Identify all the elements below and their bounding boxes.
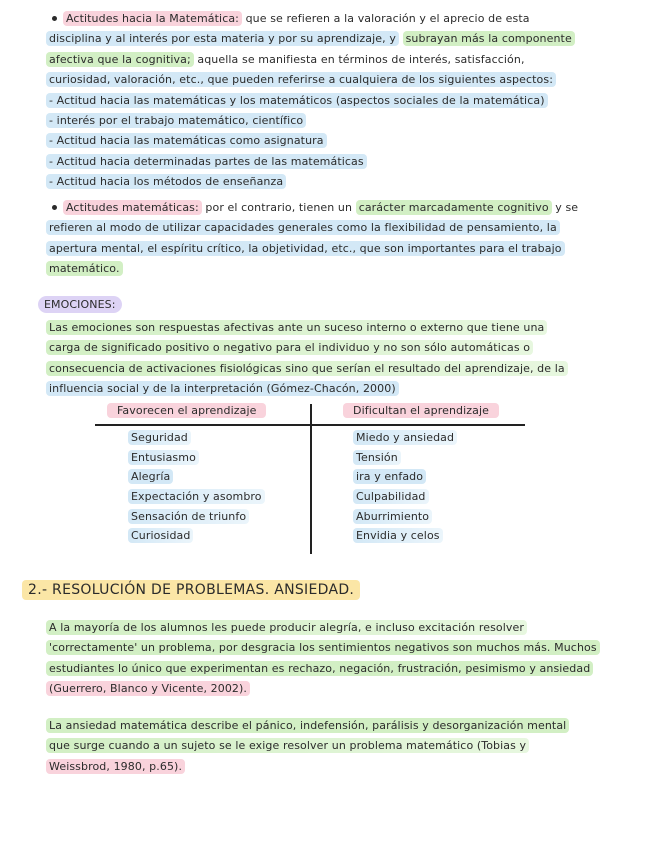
table-cell [353, 467, 457, 487]
key-phrase-highlight: carácter marcadamente cognitivo [356, 200, 552, 215]
table-cell [128, 487, 265, 507]
emociones-paragraph [46, 318, 622, 400]
paragraph-line [46, 379, 622, 399]
cell-text: Sensación de triunfo [128, 509, 249, 524]
heading-text: EMOCIONES: [38, 296, 122, 313]
attitudes-math-paragraph [46, 9, 622, 193]
header-text: Dificultan el aprendizaje [343, 403, 499, 418]
text-highlight: refieren al modo de utilizar capacidades generales como la flexibilidad de pensamiento, la [46, 220, 560, 235]
paragraph-line [46, 9, 622, 29]
dash-item [46, 131, 622, 151]
paragraph-line [46, 259, 622, 279]
paragraph-line [46, 29, 622, 49]
text-highlight: Las emociones son respuestas afectivas ante un suceso interno o externo que tiene una [46, 320, 547, 335]
table-cell [353, 487, 457, 507]
paragraph-line [46, 736, 622, 756]
cell-text: Curiosidad [128, 528, 193, 543]
text-highlight: 'correctamente' un problema, por desgracia los sentimientos negativos son muchos más. Muchos [46, 640, 600, 655]
cell-text: Tensión [353, 450, 401, 465]
table-cell [128, 448, 265, 468]
paragraph-line [46, 716, 622, 736]
text-highlight: apertura mental, el espíritu crítico, la objetividad, etc., que son importantes para el trabajo [46, 241, 565, 256]
text-highlight: disciplina y al interés por esta materia y por su aprendizaje, y [46, 31, 399, 46]
paragraph-line [46, 70, 622, 90]
table-cell [353, 428, 457, 448]
cell-text: ira y enfado [353, 469, 426, 484]
dash-item-text: - Actitud hacia las matemáticas como asignatura [46, 133, 327, 148]
dash-item-text: - Actitud hacia determinadas partes de las matemáticas [46, 154, 367, 169]
cell-text: Culpabilidad [353, 489, 429, 504]
favor-column [128, 428, 265, 546]
cell-text: Envidia y celos [353, 528, 443, 543]
dash-item [46, 91, 622, 111]
dash-item [46, 172, 622, 192]
text-highlight: carga de significado positivo o negativo para el individuo y no son sólo automáticas o [46, 340, 533, 355]
cell-text: Expectación y asombro [128, 489, 265, 504]
text-fragment: por el contrario, tienen un [201, 201, 353, 214]
bullet-icon [52, 16, 57, 21]
cell-text: Seguridad [128, 430, 191, 445]
text-highlight: matemático. [46, 261, 123, 276]
dash-item-text: - Actitud hacia las matemáticas y los matemáticos (aspectos sociales de la matemática) [46, 93, 548, 108]
cell-text: Aburrimiento [353, 509, 432, 524]
table-cell [128, 428, 265, 448]
term-highlight: Actitudes hacia la Matemática: [63, 11, 242, 26]
bullet-icon [52, 205, 57, 210]
paragraph-line [46, 198, 622, 218]
paragraph-line [46, 679, 622, 699]
text-highlight: que surge cuando a un sujeto se le exige resolver un problema matemático (Tobias y [46, 738, 529, 753]
dash-item [46, 152, 622, 172]
key-phrase-highlight: subrayan más la componente [403, 31, 575, 46]
paragraph-line [46, 618, 622, 638]
cell-text: Alegría [128, 469, 173, 484]
paragraph-line [46, 239, 622, 259]
cell-text: Miedo y ansiedad [353, 430, 457, 445]
paragraph-line [46, 757, 622, 777]
section-title-text: 2.- RESOLUCIÓN DE PROBLEMAS. ANSIEDAD. [22, 580, 360, 600]
table-cell [353, 448, 457, 468]
table-cell [128, 526, 265, 546]
header-text: Favorecen el aprendizaje [107, 403, 266, 418]
table-cell [128, 507, 265, 527]
table-cell [353, 507, 457, 527]
term-highlight: Actitudes matemáticas: [63, 200, 202, 215]
paragraph-line [46, 659, 622, 679]
key-phrase-highlight: afectiva que la cognitiva; [46, 52, 194, 67]
dash-item-text: - interés por el trabajo matemático, científico [46, 113, 306, 128]
emociones-heading [38, 298, 122, 311]
text-highlight: estudiantes lo único que experimentan es rechazo, negación, frustración, pesimismo y ansiedad [46, 661, 593, 676]
section-2-title [22, 582, 360, 598]
paragraph-line [46, 50, 622, 70]
hinder-column [353, 428, 457, 546]
text-fragment: que se refieren a la valoración y el aprecio de esta [242, 12, 530, 25]
paragraph-line [46, 338, 622, 358]
dash-item [46, 111, 622, 131]
right-column-header [343, 404, 499, 417]
table-vertical-rule [310, 404, 312, 554]
paragraph-line [46, 218, 622, 238]
table-cell [353, 526, 457, 546]
text-fragment: y se [551, 201, 579, 214]
dash-item-text: - Actitud hacia los métodos de enseñanza [46, 174, 286, 189]
paragraph-line [46, 638, 622, 658]
text-highlight: consecuencia de activaciones fisiológicas sino que serían el resultado del aprendizaje, de la [46, 361, 568, 376]
paragraph-line [46, 318, 622, 338]
table-cell [128, 467, 265, 487]
left-column-header [107, 404, 266, 417]
text-highlight: A la mayoría de los alumnos les puede producir alegría, e incluso excitación resolver [46, 620, 527, 635]
citation-highlight: Weissbrod, 1980, p.65). [46, 759, 185, 774]
cell-text: Entusiasmo [128, 450, 199, 465]
text-highlight: curiosidad, valoración, etc., que pueden referirse a cualquiera de los siguientes aspectos: [46, 72, 556, 87]
math-attitudes-paragraph [46, 198, 622, 280]
citation-highlight: (Guerrero, Blanco y Vicente, 2002). [46, 681, 250, 696]
paragraph-line [46, 359, 622, 379]
text-fragment: aquella se manifiesta en términos de interés, satisfacción, [193, 52, 525, 66]
text-highlight: La ansiedad matemática describe el pánico, indefensión, parálisis y desorganización mental [46, 718, 569, 733]
math-anxiety-paragraph [46, 716, 622, 777]
emotions-t-table [95, 404, 525, 554]
problem-solving-paragraph [46, 618, 622, 700]
text-highlight: influencia social y de la interpretación (Gómez-Chacón, 2000) [46, 381, 399, 396]
